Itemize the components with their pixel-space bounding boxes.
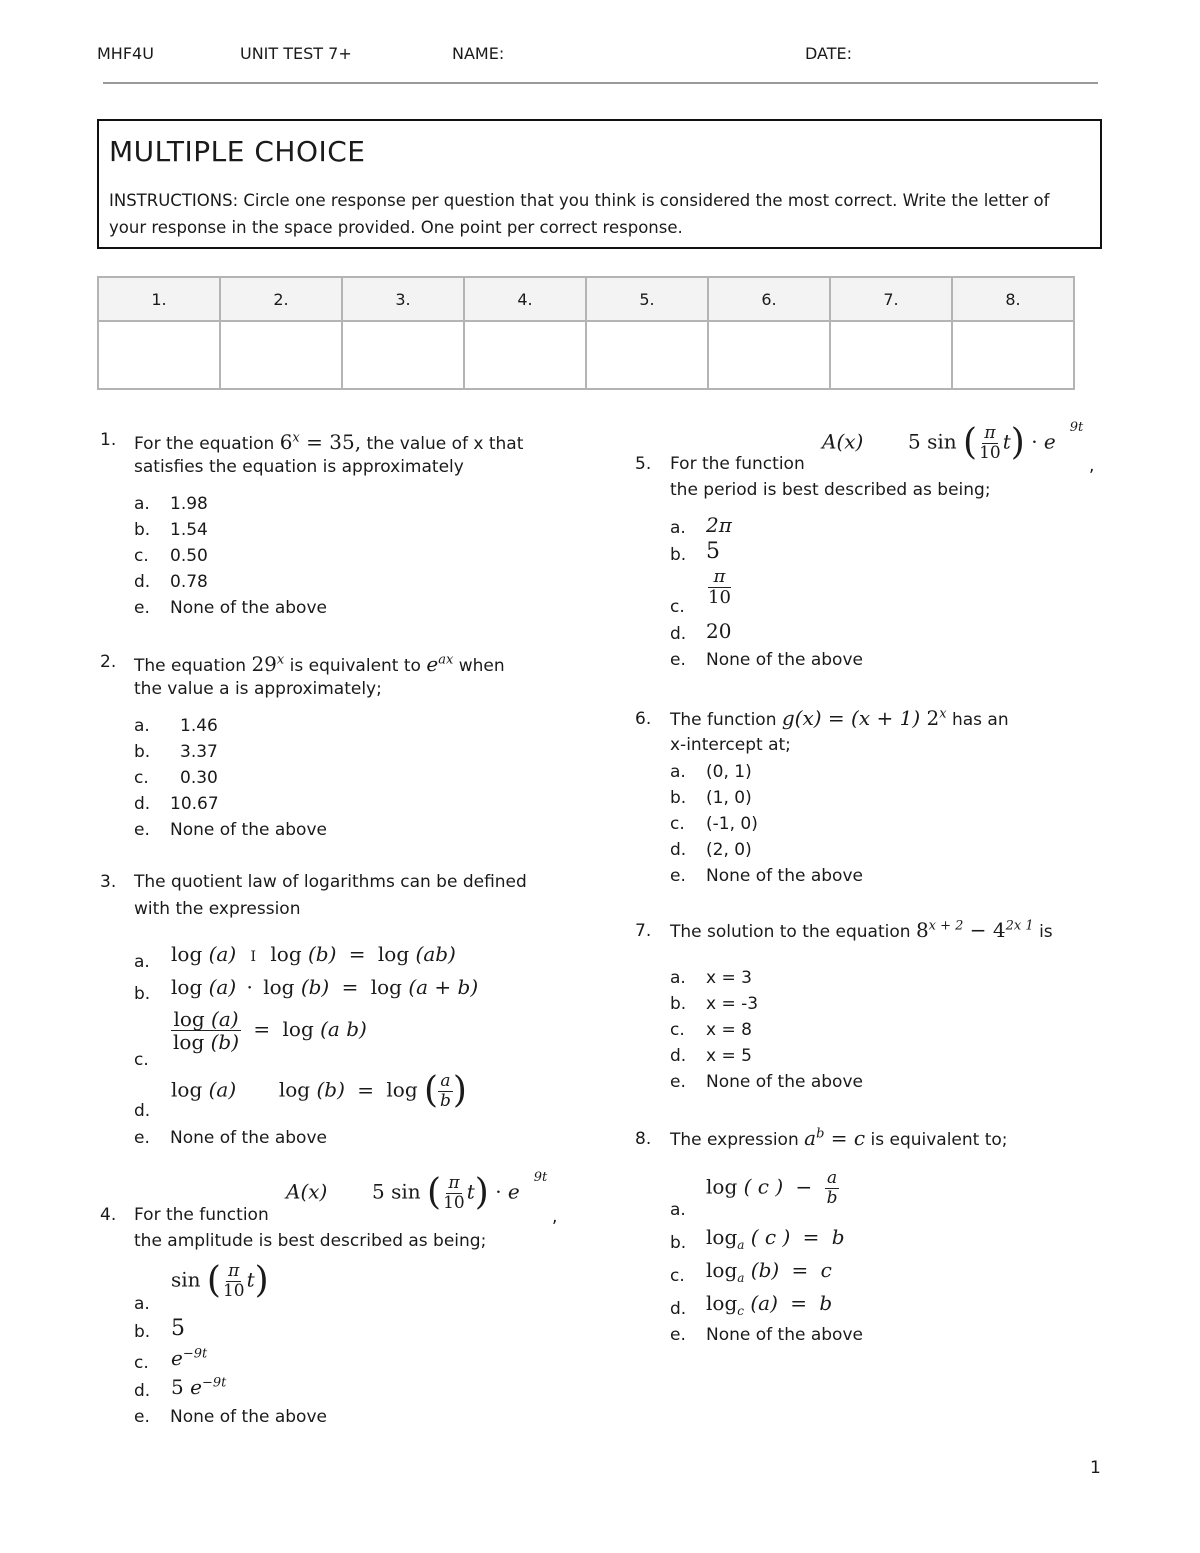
option-b[interactable]: b. xyxy=(134,1322,151,1342)
answer-cell-7[interactable] xyxy=(830,321,952,389)
date-label: DATE: xyxy=(805,44,853,63)
answer-cell-1[interactable] xyxy=(98,321,220,389)
option-a[interactable]: a. 1.46 xyxy=(134,716,218,736)
question-number: 7. xyxy=(635,921,652,941)
question-text xyxy=(134,430,523,454)
option-c[interactable]: c. xyxy=(134,1050,149,1070)
option-e[interactable]: e. None of the above xyxy=(670,866,863,886)
q8-option-c-math: $\log_a (b) = c$ xyxy=(706,1258,832,1285)
option-b[interactable]: b. xyxy=(670,545,687,565)
answer-header-cell: 3. xyxy=(342,277,464,321)
answer-cell-6[interactable] xyxy=(708,321,830,389)
question-text: The function g(x) = (x + 1) 2$^x$ has an xyxy=(670,706,1009,730)
q2-math-left: 29$^x$ xyxy=(251,652,285,676)
question-number: 3. xyxy=(100,872,117,892)
option-c[interactable]: c. (-1, 0) xyxy=(670,814,758,834)
option-a[interactable]: a. xyxy=(670,518,686,538)
question-text: The equation 29$^x$ is equivalent to $e^{ax}$ when xyxy=(134,652,505,676)
name-label: NAME: xyxy=(452,44,505,63)
option-a[interactable]: a. xyxy=(134,952,150,972)
answer-cell-4[interactable] xyxy=(464,321,586,389)
option-b[interactable]: b. 1.54 xyxy=(134,520,208,540)
q4-option-b-math: 5 xyxy=(171,1316,185,1341)
q5-option-b-math: 5 xyxy=(706,539,720,564)
q8-option-d-math: $\log_c (a) = b$ xyxy=(706,1291,833,1318)
option-e[interactable]: e. None of the above xyxy=(670,1325,863,1345)
question-number: 4. xyxy=(100,1205,117,1225)
answer-header-cell: 6. xyxy=(708,277,830,321)
q1-math: 6$^x$ = 35, xyxy=(279,430,362,454)
question-text-line2: x-intercept at; xyxy=(670,735,791,755)
option-d[interactable]: d. x = 5 xyxy=(670,1046,752,1066)
question-number: 2. xyxy=(100,652,117,672)
q1-text-b: the value of x that xyxy=(366,434,524,454)
option-d[interactable]: d. xyxy=(134,1381,151,1401)
answer-table xyxy=(97,276,1075,390)
q3-option-c-math: $\frac{\log (a)}{\log (b)}$ = log (a b) xyxy=(173,1007,367,1054)
question-text: For the function xyxy=(670,454,805,474)
answer-table-header-row xyxy=(98,277,1074,321)
q4-option-c-math: $e^{-9t}$ xyxy=(171,1346,208,1370)
option-d[interactable]: d. xyxy=(134,1101,151,1121)
question-text-line2: with the expression xyxy=(134,899,301,919)
question-number: 1. xyxy=(100,430,117,450)
option-a[interactable]: a. xyxy=(134,1294,150,1314)
option-d[interactable]: d. (2, 0) xyxy=(670,840,752,860)
q4-comma: , xyxy=(552,1207,558,1227)
q5-comma: , xyxy=(1089,456,1095,476)
option-d[interactable]: d. xyxy=(670,1299,687,1319)
q8-math: $a^b = c$ xyxy=(804,1126,866,1150)
option-b[interactable]: b. xyxy=(134,984,151,1004)
answer-header-cell: 7. xyxy=(830,277,952,321)
header-divider xyxy=(103,82,1098,84)
q7-math: $8^{x + 2} - 4^{2x 1}$ xyxy=(915,918,1034,942)
option-a[interactable]: a. (0, 1) xyxy=(670,762,752,782)
answer-cell-3[interactable] xyxy=(342,321,464,389)
answer-header-cell: 8. xyxy=(952,277,1074,321)
q8-option-b-math: $\log_a$ ( c ) = b xyxy=(706,1225,845,1252)
answer-cell-2[interactable] xyxy=(220,321,342,389)
question-number: 8. xyxy=(635,1129,652,1149)
option-a[interactable]: a. 1.98 xyxy=(134,494,208,514)
answer-header-cell: 5. xyxy=(586,277,708,321)
question-number: 5. xyxy=(635,454,652,474)
answer-table-answer-row xyxy=(98,321,1074,389)
option-e[interactable]: e. None of the above xyxy=(134,1128,327,1148)
answer-header-cell: 2. xyxy=(220,277,342,321)
question-number: 6. xyxy=(635,709,652,729)
option-b[interactable]: b. (1, 0) xyxy=(670,788,752,808)
option-e[interactable]: e. None of the above xyxy=(134,1407,327,1427)
question-text-line2: the amplitude is best described as being; xyxy=(134,1231,487,1251)
option-d[interactable]: d. 0.78 xyxy=(134,572,208,592)
q1-text-a: For the equation xyxy=(134,434,275,454)
question-text-line2: the value a is approximately; xyxy=(134,679,382,699)
option-c[interactable]: c. xyxy=(670,1266,685,1286)
q6-math: g(x) = (x + 1) 2$^x$ xyxy=(781,706,947,730)
q4-function-math: A(x) 5 sin ( $\frac{\pi}{10}$ $t) \cdot e^{9t}$ xyxy=(286,1170,548,1214)
course-code: MHF4U xyxy=(97,44,154,63)
question-text-line2: the period is best described as being; xyxy=(670,480,991,500)
q5-option-d-math: 20 xyxy=(706,619,732,643)
q3-option-a-math: log (a) I log (b) = log (ab) xyxy=(171,942,456,966)
instructions-box xyxy=(97,119,1102,249)
option-e[interactable]: e. None of the above xyxy=(134,820,327,840)
answer-cell-5[interactable] xyxy=(586,321,708,389)
q3-option-b-math: log (a) · log (b) = log (a + b) xyxy=(171,975,479,999)
option-e[interactable]: e. None of the above xyxy=(670,1072,863,1092)
option-c[interactable]: c. 0.30 xyxy=(134,768,218,788)
question-text: The expression $a^b = c$ is equivalent to; xyxy=(670,1126,1008,1150)
option-c[interactable]: c. xyxy=(670,597,685,617)
q4-option-a-math: sin ( $\frac{\pi}{10}$ t) xyxy=(171,1260,269,1302)
answer-header-cell: 1. xyxy=(98,277,220,321)
option-b[interactable]: b. x = -3 xyxy=(670,994,759,1014)
question-text-line2: satisfies the equation is approximately xyxy=(134,457,464,477)
instructions-text: INSTRUCTIONS: Circle one response per question that you think is considered the most correct. Write the letter of your response in the space provided. One point per correct response. xyxy=(109,191,1050,237)
question-text: The solution to the equation $8^{x + 2} - 4^{2x 1}$ is xyxy=(670,918,1053,942)
option-b[interactable]: b. 3.37 xyxy=(134,742,218,762)
option-e[interactable]: e. None of the above xyxy=(134,598,327,618)
q3-option-d-math: log (a) log (b) = log ( $\frac{a}{b}$ ) xyxy=(171,1070,467,1112)
q4-option-d-math: 5 $e^{-9t}$ xyxy=(171,1375,227,1399)
option-c[interactable]: c. 0.50 xyxy=(134,546,208,566)
option-b[interactable]: b. xyxy=(670,1233,687,1253)
q5-function-math: A(x) 5 sin ( $\frac{\pi}{10}$ $t) \cdot e^{9t}$ xyxy=(822,420,1084,464)
q8-option-a-math: log ( c ) − $\frac{a}{b}$ xyxy=(706,1168,838,1208)
page-number: 1 xyxy=(1090,1458,1101,1478)
answer-cell-8[interactable] xyxy=(952,321,1074,389)
answer-header-cell: 4. xyxy=(464,277,586,321)
option-d[interactable]: d. xyxy=(670,624,687,644)
question-text: For the function xyxy=(134,1205,269,1225)
q2-math-right: $e^{ax}$ xyxy=(426,652,454,676)
section-title: MULTIPLE CHOICE xyxy=(109,135,366,168)
question-text: The quotient law of logarithms can be defined xyxy=(134,872,527,892)
option-c[interactable]: c. xyxy=(134,1353,149,1373)
option-c[interactable]: c. x = 8 xyxy=(670,1020,752,1040)
option-a[interactable]: a. x = 3 xyxy=(670,968,752,988)
test-title: UNIT TEST 7+ xyxy=(240,44,352,63)
q5-option-a-math: 2π xyxy=(706,513,732,537)
option-e[interactable]: e. None of the above xyxy=(670,650,863,670)
option-a[interactable]: a. xyxy=(670,1200,686,1220)
option-d[interactable]: d. 10.67 xyxy=(134,794,219,814)
q5-option-c-math: $\frac{\pi}{10}$ xyxy=(708,566,731,608)
